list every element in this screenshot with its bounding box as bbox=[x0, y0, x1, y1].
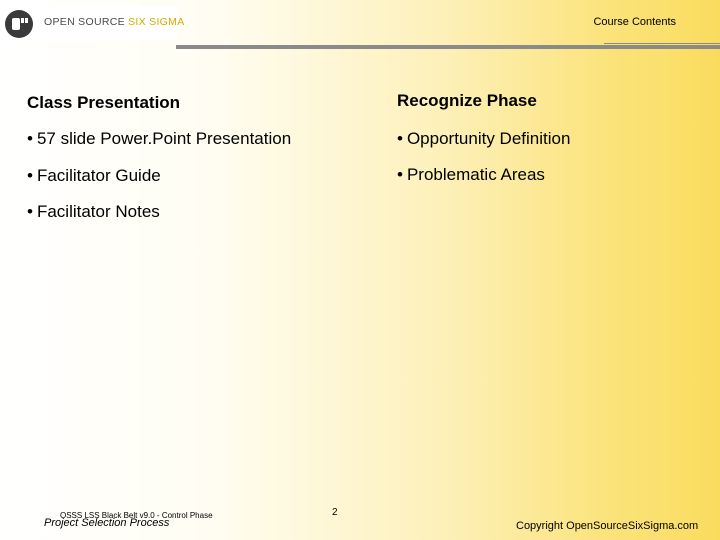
left-column bbox=[27, 93, 292, 221]
bullet-item bbox=[27, 202, 160, 222]
bullet-dot: • bbox=[27, 166, 33, 185]
bullet-item bbox=[27, 129, 291, 149]
bullet-text: Opportunity Definition bbox=[406, 129, 571, 148]
bullet-text: 57 slide Power.Point Presentation bbox=[36, 129, 292, 148]
company-logo bbox=[2, 6, 185, 40]
right-column-heading: Recognize Phase bbox=[397, 91, 537, 110]
bullet-text: Facilitator Guide bbox=[36, 166, 161, 185]
bullet-dot: • bbox=[397, 129, 403, 148]
bullet-item bbox=[397, 165, 545, 185]
right-column bbox=[397, 91, 571, 184]
logo-wordmark bbox=[44, 16, 185, 28]
bullet-dot: • bbox=[397, 165, 403, 184]
logo-mark-icon bbox=[4, 9, 34, 39]
logo-word-open-source: OPEN SOURCE bbox=[44, 16, 125, 28]
page-number: 2 bbox=[332, 507, 338, 518]
bullet-dot: • bbox=[27, 202, 33, 221]
copyright-notice: Copyright OpenSourceSixSigma.com bbox=[516, 520, 699, 532]
bullet-item bbox=[27, 166, 161, 186]
footer-subtitle: Project Selection Process bbox=[44, 517, 170, 529]
header-divider-thin bbox=[604, 43, 720, 44]
logo-word-six-sigma: SIX SIGMA bbox=[128, 16, 185, 28]
slide-title: Course Contents bbox=[593, 16, 676, 28]
bullet-text: Facilitator Notes bbox=[36, 202, 160, 221]
bullet-item bbox=[397, 129, 570, 149]
header-divider bbox=[176, 45, 720, 49]
bullet-text: Problematic Areas bbox=[406, 165, 545, 184]
footer-version: OSSS LSS Black Belt v9.0 - Control Phase bbox=[60, 511, 213, 520]
left-column-heading: Class Presentation bbox=[27, 93, 181, 112]
bullet-dot: • bbox=[27, 129, 33, 148]
